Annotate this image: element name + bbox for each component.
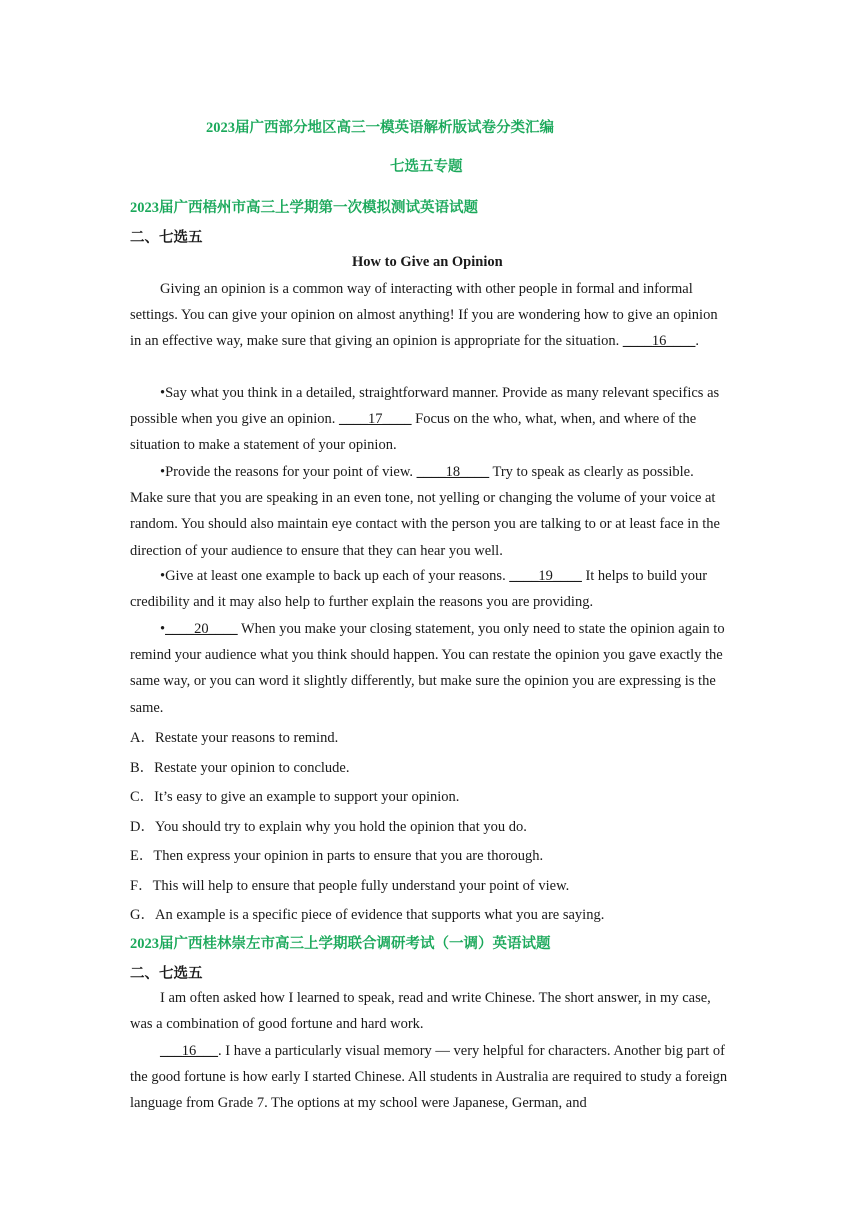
- passage-title: How to Give an Opinion: [352, 254, 503, 270]
- answer-blank-16: ___16___: [160, 1043, 218, 1059]
- document-title: 2023届广西部分地区高三一模英语解析版试卷分类汇编: [206, 120, 554, 136]
- part-label: 二、七选五: [130, 230, 203, 246]
- answer-blank-20: ____20____: [165, 621, 238, 637]
- paragraph-text: . I have a particularly visual memory — very helpful for characters. Another big part of the good fortune is how early I started Chinese. All students in Australia are required to study a foreign language from Grade 7. The options at my school were Japanese, German, and: [130, 1043, 728, 1112]
- paragraph: [130, 563, 730, 615]
- section-heading: 2023届广西梧州市高三上学期第一次模拟测试英语试题: [130, 200, 478, 216]
- paragraph: [130, 459, 730, 564]
- answer-blank-18: ____18____: [416, 464, 490, 480]
- option-f: F．This will help to ensure that people fully understand your point of view.: [130, 878, 570, 894]
- paragraph: [130, 1038, 730, 1117]
- option-d: D．You should try to explain why you hold the opinion that you do.: [130, 819, 527, 835]
- paragraph-text: It helps to build your credibility and it may also help to further explain the reasons you are providing.: [130, 568, 708, 611]
- paragraph-text: •: [160, 621, 166, 637]
- paragraph-text: •Provide the reasons for your point of view.: [160, 464, 417, 480]
- paragraph: [130, 985, 730, 1037]
- paragraph: [130, 380, 730, 459]
- paragraph-text: When you make your closing statement, you only need to state the opinion again to remind your audience what you think should happen. You can restate the opinion you gave exactly the same way, or you can word it slightly differently, but make sure the opinion you are expressing is the same.: [130, 621, 725, 716]
- answer-blank-19: ____19____: [509, 568, 582, 584]
- paragraph-text: •Say what you think in a detailed, straightforward manner. Provide as many relevant specifics as possible when you give an opinion.: [130, 385, 720, 428]
- paragraph: Giving an opinion is a common way of interacting with other people in formal and informal settings. You can give your opinion on almost anything! If you are wondering how to give an opinion in an effective way, make sure that giving an opinion is appropriate for the situation. ____16____.: [130, 281, 718, 350]
- paragraph-text: Try to speak as clearly as possible. Make sure that you are speaking in an even tone, not yelling or changing the volume of your voice at random. You should also maintain eye contact with the person you are talking to or at least face in the direction of your audience to ensure that they can hear you well.: [130, 464, 720, 559]
- paragraph-text: Focus on the who, what, when, and where of the situation to make a statement of your opinion.: [130, 411, 697, 454]
- paragraph-text: •Give at least one example to back up each of your reasons.: [160, 568, 510, 584]
- paragraph: [130, 616, 730, 721]
- paragraph-text: I am often asked how I learned to speak, read and write Chinese. The short answer, in my case, was a combination of good fortune and hard work.: [130, 990, 711, 1033]
- part-label: 二、七选五: [130, 966, 203, 982]
- option-a: A．Restate your reasons to remind.: [130, 730, 339, 746]
- answer-blank-17: ____17____: [339, 411, 412, 428]
- document-subtitle: 七选五专题: [390, 159, 463, 175]
- option-c: C．It’s easy to give an example to support your opinion.: [130, 789, 460, 805]
- option-b: B．Restate your opinion to conclude.: [130, 760, 350, 776]
- paragraph-text: Giving an opinion is a common way of interacting with other people in formal and informal settings. You can give your opinion on almost anything! If you are wondering how to give an opinion in an effective way, make sure that giving an opinion is appropriate for the situation.: [130, 281, 718, 350]
- section-heading: 2023届广西桂林崇左市高三上学期联合调研考试（一调）英语试题: [130, 936, 551, 952]
- option-e: E．Then express your opinion in parts to ensure that you are thorough.: [130, 848, 544, 864]
- option-g: G．An example is a specific piece of evidence that supports what you are saying.: [130, 907, 605, 923]
- answer-blank-16: ____16____: [622, 333, 696, 350]
